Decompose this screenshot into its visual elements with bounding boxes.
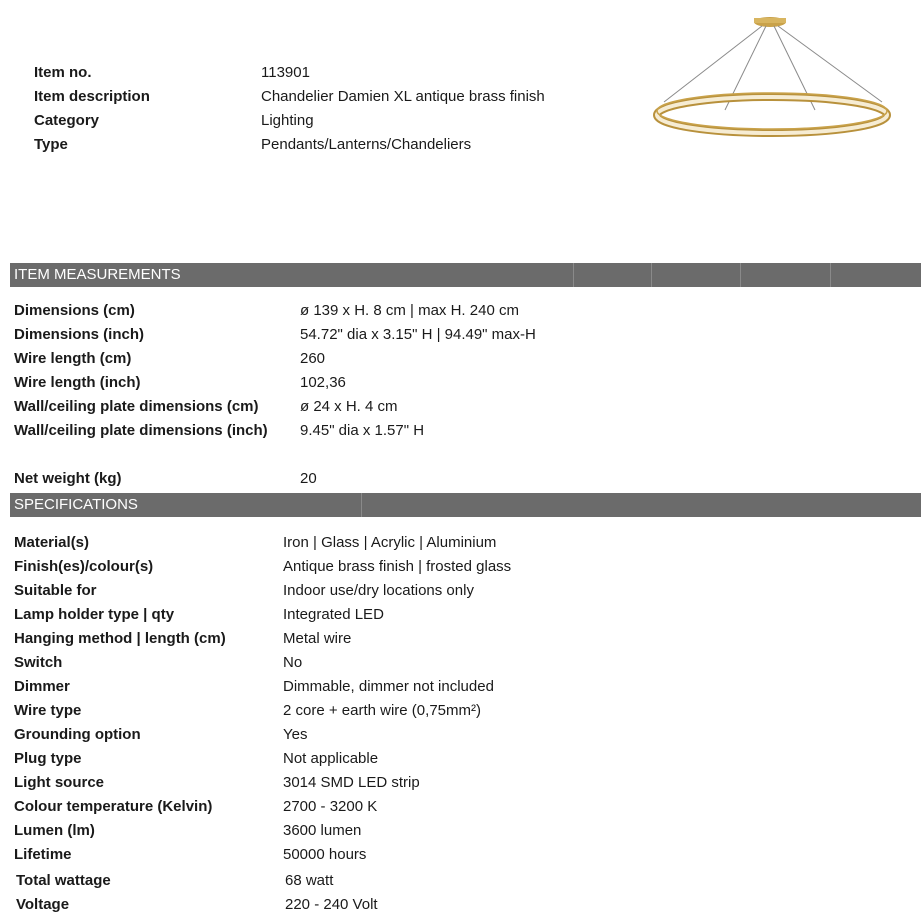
- spec-label: Light source: [14, 774, 105, 791]
- spec-value: 220 - 240 Volt: [285, 896, 378, 913]
- measurement-label: Dimensions (inch): [14, 326, 145, 343]
- band-divider: [361, 493, 362, 517]
- net-weight-label: Net weight (kg): [14, 470, 122, 487]
- type-value: Pendants/Lanterns/Chandeliers: [261, 136, 472, 153]
- spec-value: 68 watt: [285, 872, 334, 889]
- band-divider: [651, 263, 652, 287]
- band-divider: [573, 263, 574, 287]
- item-description-value: Chandelier Damien XL antique brass finish: [261, 88, 545, 105]
- spec-value: Dimmable, dimmer not included: [283, 678, 494, 695]
- measurement-value: 260: [300, 350, 326, 367]
- band-divider: [830, 263, 831, 287]
- measurement-label: Wall/ceiling plate dimensions (inch): [14, 422, 268, 439]
- spec-value: 50000 hours: [283, 846, 367, 863]
- spec-value: Metal wire: [283, 630, 352, 647]
- measurement-value: 9.45" dia x 1.57" H: [300, 422, 425, 439]
- spec-label: Colour temperature (Kelvin): [14, 798, 213, 815]
- spec-label: Lumen (lm): [14, 822, 95, 839]
- category-value: Lighting: [261, 112, 314, 129]
- spec-label: Suitable for: [14, 582, 97, 599]
- spec-value: 2700 - 3200 K: [283, 798, 378, 815]
- specifications-title: SPECIFICATIONS: [14, 496, 138, 513]
- band-divider: [740, 263, 741, 287]
- type-label: Type: [34, 136, 68, 153]
- spec-label: Switch: [14, 654, 63, 671]
- item-description-label: Item description: [34, 88, 150, 105]
- spec-value: 3014 SMD LED strip: [283, 774, 420, 791]
- spec-label: Voltage: [16, 896, 70, 913]
- measurement-value: 102,36: [300, 374, 346, 391]
- spec-label: Finish(es)/colour(s): [14, 558, 154, 575]
- spec-value: No: [283, 654, 303, 671]
- spec-label: Plug type: [14, 750, 82, 767]
- spec-label: Total wattage: [16, 872, 111, 889]
- measurement-label: Dimensions (cm): [14, 302, 135, 319]
- spec-value: 3600 lumen: [283, 822, 362, 839]
- measurement-value: 54.72" dia x 3.15" H | 94.49" max-H: [300, 326, 536, 343]
- chandelier-image: [650, 10, 895, 140]
- spec-value: Not applicable: [283, 750, 379, 767]
- spec-label: Hanging method | length (cm): [14, 630, 226, 647]
- net-weight-value: 20: [300, 470, 317, 487]
- spec-value: Iron | Glass | Acrylic | Aluminium: [283, 534, 497, 551]
- spec-label: Dimmer: [14, 678, 70, 695]
- category-label: Category: [34, 112, 100, 129]
- spec-label: Material(s): [14, 534, 90, 551]
- item-no-value: 113901: [261, 64, 310, 81]
- spec-label: Wire type: [14, 702, 82, 719]
- spec-label: Grounding option: [14, 726, 141, 743]
- specifications-section-header: [10, 493, 921, 517]
- spec-value: 2 core + earth wire (0,75mm²): [283, 702, 481, 719]
- measurement-label: Wall/ceiling plate dimensions (cm): [14, 398, 259, 415]
- spec-value: Antique brass finish | frosted glass: [283, 558, 512, 575]
- measurements-title: ITEM MEASUREMENTS: [14, 266, 181, 283]
- measurement-label: Wire length (inch): [14, 374, 141, 391]
- measurement-value: ø 24 x H. 4 cm: [300, 398, 398, 415]
- spec-value: Indoor use/dry locations only: [283, 582, 474, 599]
- spec-value: Yes: [283, 726, 308, 743]
- spec-value: Integrated LED: [283, 606, 384, 623]
- measurement-label: Wire length (cm): [14, 350, 132, 367]
- measurement-value: ø 139 x H. 8 cm | max H. 240 cm: [300, 302, 519, 319]
- spec-label: Lifetime: [14, 846, 72, 863]
- measurements-section-header: [10, 263, 921, 287]
- spec-label: Lamp holder type | qty: [14, 606, 175, 623]
- item-no-label: Item no.: [34, 64, 92, 81]
